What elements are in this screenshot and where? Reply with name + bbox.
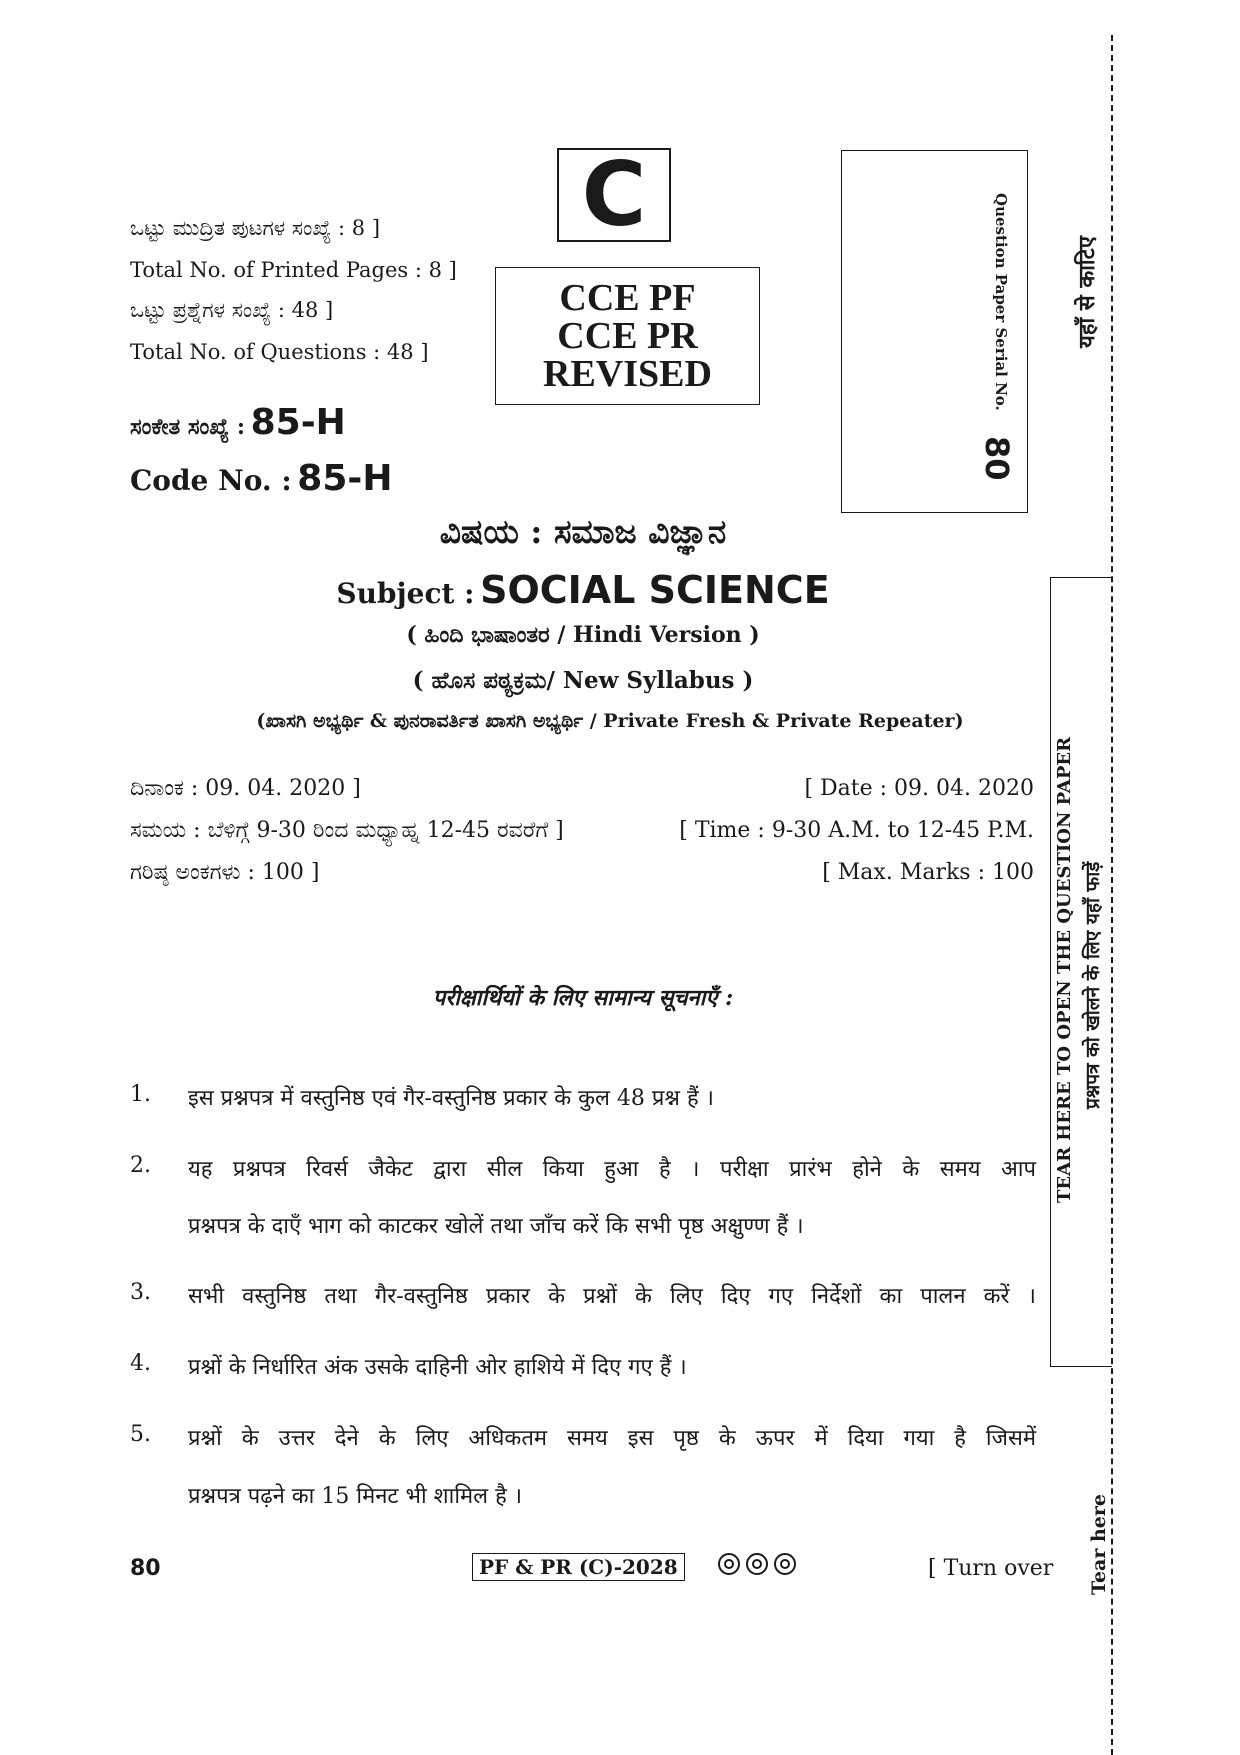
- circle-icon: [718, 1553, 740, 1575]
- instruction-item: [130, 1082, 1036, 1112]
- serial-label: Question Paper Serial No.: [992, 193, 1010, 411]
- subject-name: SOCIAL SCIENCE: [480, 568, 830, 612]
- subject-kannada: ವಿಷಯ : ಸಮಾಜ ವಿಜ್ಞಾನ: [439, 512, 727, 551]
- instruction-text: प्रश्नों के उत्तर देने के लिए अधिकतम समय इस पृष्ठ के ऊपर में दिया गया है जिसमें: [188, 1426, 1036, 1451]
- printed-pages-kannada: ಒಟ್ಟು ಮುದ್ರಿತ ಪುಟಗಳ ಸಂಖ್ಯೆ : 8 ]: [130, 216, 381, 240]
- syllabus-line: ( ಹೊಸ ಪಠ್ಯಕ್ರಮ/ New Syllabus ): [412, 667, 754, 694]
- subject-english: [130, 568, 1036, 612]
- time-english: [ Time : 9-30 A.M. to 12-45 P.M.: [679, 818, 1034, 843]
- serial-number-box: [841, 150, 1028, 513]
- circle-icon: [774, 1553, 796, 1575]
- instruction-text: इस प्रश्नपत्र में वस्तुनिष्ठ एवं गैर-वस्तुनिष्ठ प्रकार के कुल 48 प्रश्न हैं ।: [188, 1086, 714, 1111]
- cut-here-hindi: यहाँ से काटिए: [1074, 236, 1100, 348]
- instruction-item: [130, 1153, 1036, 1183]
- instruction-item: [130, 1280, 1036, 1310]
- turn-over: [ Turn over: [928, 1556, 1054, 1581]
- page-number: 80: [130, 1556, 161, 1581]
- instruction-text: प्रश्नों के निर्धारित अंक उसके दाहिनी ओर हाशिये में दिए गए हैं ।: [188, 1355, 687, 1380]
- printed-pages-english: Total No. of Printed Pages : 8 ]: [130, 258, 457, 282]
- code-number-kannada: [130, 402, 346, 443]
- code-label-kannada: ಸಂಕೇತ ಸಂಖ್ಯೆ :: [130, 414, 246, 440]
- instruction-number: 2.: [130, 1153, 151, 1178]
- instruction-text: प्रश्नपत्र पढ़ने का 15 मिनट भी शामिल है ।: [188, 1484, 523, 1509]
- instruction-number: 1.: [130, 1082, 151, 1107]
- cce-line: CCE PR: [557, 315, 698, 357]
- tear-here-label: Tear here: [1088, 1494, 1110, 1595]
- triple-circle-mark: [718, 1553, 802, 1579]
- instruction-item-continued: [130, 1210, 1036, 1240]
- instruction-item: [130, 1351, 1036, 1381]
- marks-english: [ Max. Marks : 100: [822, 860, 1034, 885]
- instruction-item-continued: [130, 1480, 1036, 1510]
- paper-code: PF & PR (C)-2028: [472, 1553, 685, 1581]
- date-english: [ Date : 09. 04. 2020: [804, 776, 1034, 801]
- questions-count-kannada: ಒಟ್ಟು ಪ್ರಶ್ನೆಗಳ ಸಂಖ್ಯೆ : 48 ]: [130, 298, 334, 322]
- version-line: ( ಹಿಂದಿ ಭಾಷಾಂತರ / Hindi Version ): [406, 622, 760, 648]
- tear-instruction-english: TEAR HERE TO OPEN THE QUESTION PAPER: [1054, 736, 1075, 1204]
- code-number-english: [130, 458, 392, 499]
- instruction-number: 3.: [130, 1280, 151, 1305]
- subject-label: Subject :: [336, 577, 475, 610]
- instructions-heading: परीक्षार्थियों के लिए सामान्य सूचनाएँ :: [432, 985, 734, 1011]
- serial-number: 80: [978, 436, 1016, 481]
- instruction-text: यह प्रश्नपत्र रिवर्स जैकेट द्वारा सील किया हुआ है । परीक्षा प्रारंभ होने के समय आप: [188, 1157, 1036, 1182]
- date-kannada: ದಿನಾಂಕ : 09. 04. 2020 ]: [130, 776, 361, 801]
- circle-icon: [746, 1553, 768, 1575]
- instruction-number: 4.: [130, 1351, 151, 1376]
- cce-line: REVISED: [543, 353, 712, 395]
- questions-count-english: Total No. of Questions : 48 ]: [130, 340, 429, 364]
- series-letter-box: C: [557, 148, 671, 242]
- instruction-item: [130, 1422, 1036, 1452]
- cce-box: [495, 267, 760, 405]
- time-kannada: ಸಮಯ : ಬೆಳಿಗ್ಗೆ 9-30 ರಿಂದ ಮಧ್ಯಾಹ್ನ 12-45 ರವರೆಗೆ ]: [130, 818, 564, 843]
- code-value-kannada: 85-H: [250, 402, 346, 443]
- instruction-number: 5.: [130, 1422, 151, 1447]
- tear-instruction-hindi: प्रश्नपत्र को खोलने के लिए यहाँ फाड़ें: [1082, 861, 1104, 1109]
- code-value-english: 85-H: [297, 458, 393, 499]
- instruction-text: प्रश्नपत्र के दाएँ भाग को काटकर खोलें तथा जाँच करें कि सभी पृष्ठ अक्षुण्ण हैं ।: [188, 1214, 804, 1239]
- cce-line: CCE PF: [559, 277, 696, 319]
- code-label-english: Code No. :: [130, 464, 292, 497]
- instruction-text: सभी वस्तुनिष्ठ तथा गैर-वस्तुनिष्ठ प्रकार के प्रश्नों के लिए दिए गए निर्देशों का पालन करें ।: [188, 1284, 1036, 1309]
- candidates-line: (ಖಾಸಗಿ ಅಭ್ಯರ್ಥಿ & ಪುನರಾವರ್ತಿತ ಖಾಸಗಿ ಅಭ್ಯರ್ಥಿ / Private Fresh & Private Repeater): [256, 710, 964, 732]
- marks-kannada: ಗರಿಷ್ಠ ಅಂಕಗಳು : 100 ]: [130, 860, 320, 885]
